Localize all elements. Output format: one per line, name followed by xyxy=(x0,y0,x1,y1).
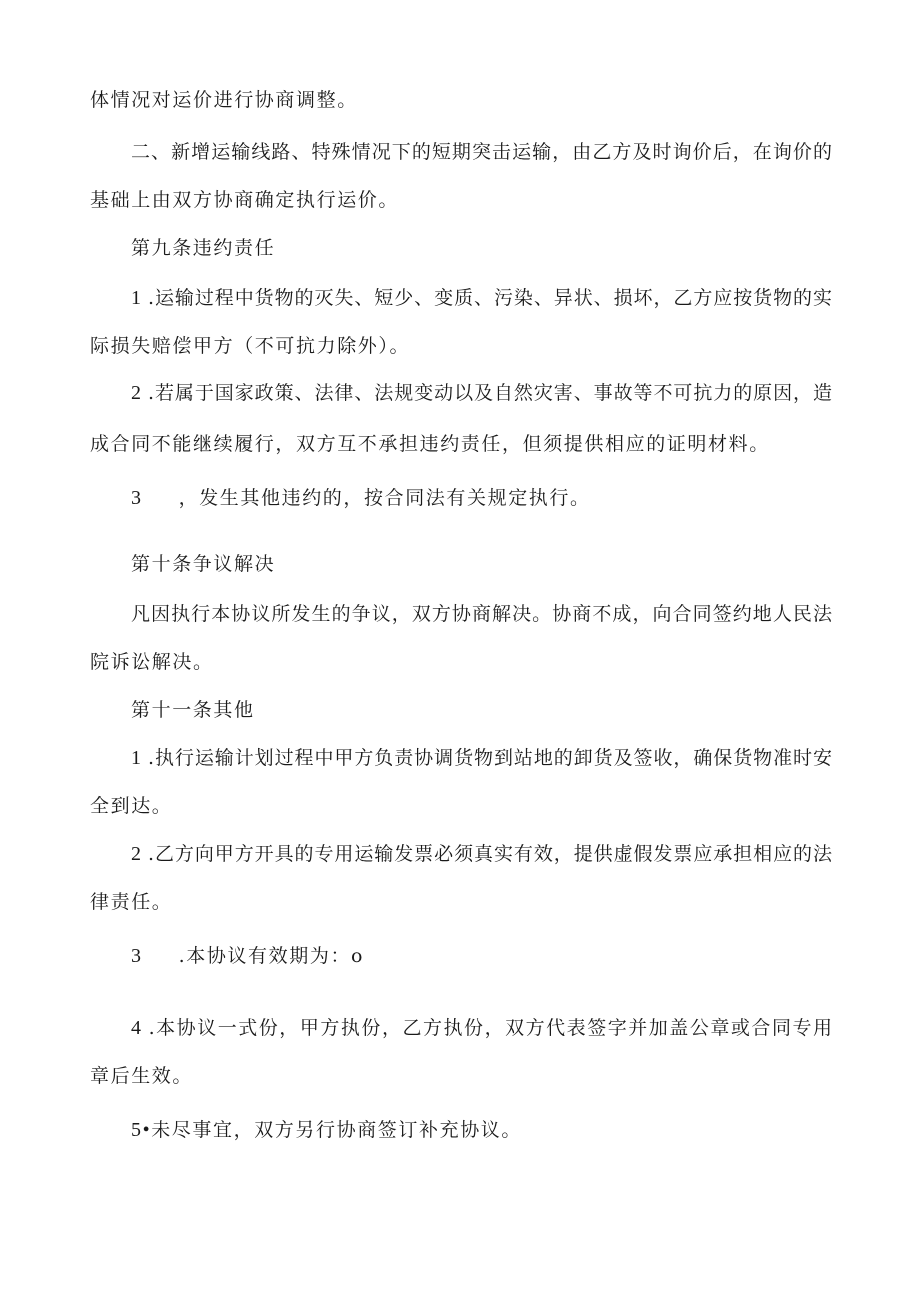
list-item xyxy=(131,842,832,866)
list-text: .运输过程中货物的灭失、短少、变质、污染、异状、损坏，乙方应按货物的实 xyxy=(147,287,832,309)
paragraph-line: 成合同不能继续履行，双方互不承担违约责任，但须提供相应的证明材料。 xyxy=(90,433,770,455)
paragraph-line: 章后生效。 xyxy=(90,1065,194,1087)
list-number: 3 xyxy=(131,945,143,967)
paragraph-line: 二、新增运输线路、特殊情况下的短期突击运输，由乙方及时询价后，在询价的 xyxy=(131,141,832,163)
paragraph-line: 体情况对运价进行协商调整。 xyxy=(90,89,358,111)
list-number: 3 xyxy=(131,487,143,509)
list-text: .乙方向甲方开具的专用运输发票必须真实有效，提供虚假发票应承担相应的法 xyxy=(147,843,832,865)
list-number: 1 xyxy=(131,747,141,769)
paragraph-line: 全到达。 xyxy=(90,795,173,817)
section-heading: 第九条违约责任 xyxy=(131,237,276,259)
list-item xyxy=(131,1016,832,1040)
section-heading: 第十条争议解决 xyxy=(131,553,276,575)
list-text: .若属于国家政策、法律、法规变动以及自然灾害、事故等不可抗力的原因，造 xyxy=(147,382,832,404)
list-text: .执行运输计划过程中甲方负责协调货物到站地的卸货及签收，确保货物准时安 xyxy=(147,747,832,769)
paragraph-line: 律责任。 xyxy=(90,891,173,913)
list-number: 2 xyxy=(131,843,141,865)
list-text: .本协议有效期为：o xyxy=(178,945,365,967)
list-number: 5• xyxy=(131,1119,152,1141)
list-number: 2 xyxy=(131,382,141,404)
list-number: 1 xyxy=(131,287,141,309)
list-text: 未尽事宜，双方另行协商签订补充协议。 xyxy=(151,1119,523,1141)
list-item xyxy=(131,1118,522,1142)
section-heading: 第十一条其他 xyxy=(131,699,255,721)
list-number: 4 xyxy=(131,1017,141,1039)
list-text: ，发生其他违约的，按合同法有关规定执行。 xyxy=(178,487,591,509)
list-text: .本协议一式份，甲方执份，乙方执份，双方代表签字并加盖公章或合同专用 xyxy=(148,1017,832,1039)
list-item xyxy=(131,944,364,968)
list-item xyxy=(131,286,832,310)
paragraph-line: 凡因执行本协议所发生的争议，双方协商解决。协商不成，向合同签约地人民法 xyxy=(131,603,832,625)
list-item xyxy=(131,486,591,510)
list-item xyxy=(131,746,832,770)
paragraph-line: 院诉讼解决。 xyxy=(90,651,214,673)
paragraph-line: 基础上由双方协商确定执行运价。 xyxy=(90,189,400,211)
list-item xyxy=(131,381,832,405)
paragraph-line: 际损失赔偿甲方（不可抗力除外）。 xyxy=(90,335,411,357)
